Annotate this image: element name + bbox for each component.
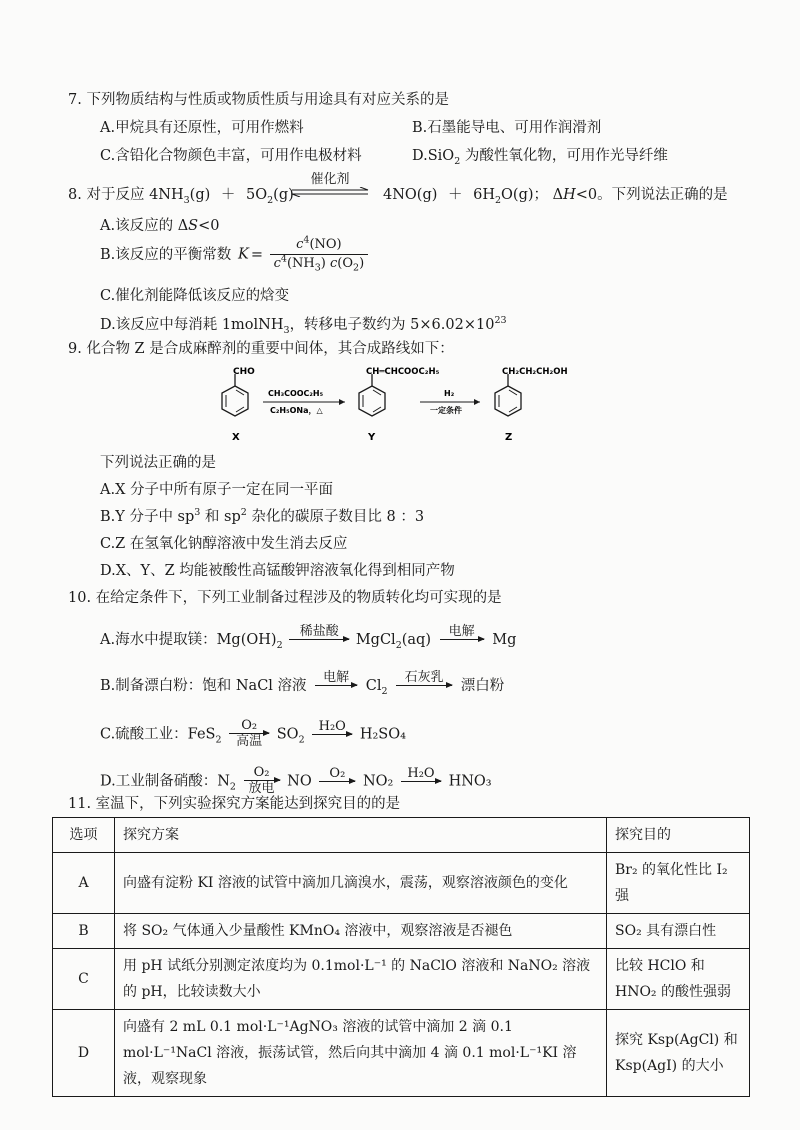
q7-option-a: A.甲烷具有还原性，可用作燃料 bbox=[100, 120, 304, 136]
q9-synthesis-scheme bbox=[200, 360, 620, 450]
q7-option-d: D.SiO$_2$ 为酸性氧化物，可用作光导纤维 bbox=[412, 148, 668, 167]
compound-y-structure bbox=[359, 367, 440, 443]
q8-option-c: C.催化剂能降低该反应的焓变 bbox=[100, 288, 290, 304]
table-row bbox=[53, 853, 750, 914]
q10-option-d: D.工业制备硝酸：$N_2$ O₂ 放电 NO O₂ NO₂ H₂O HNO₃ bbox=[100, 765, 492, 796]
q10-option-b: B.制备漂白粉：饱和 NaCl 溶液 电解 $Cl_2$ 石灰乳 漂白粉 bbox=[100, 670, 505, 697]
q9-option-d: D.X、Y、Z 均能被酸性高锰酸钾溶液氧化得到相同产物 bbox=[100, 563, 455, 579]
q9-option-a: A.X 分子中所有原子一定在同一平面 bbox=[100, 482, 334, 498]
q8-catalyst-arrow: 催化剂 bbox=[290, 172, 370, 197]
compound-x-substituent: CHO bbox=[233, 367, 255, 377]
q7-stem: 7. 下列物质结构与性质或物质性质与用途具有对应关系的是 bbox=[68, 92, 449, 108]
compound-z-structure bbox=[495, 367, 568, 443]
q7-option-c: C.含铅化合物颜色丰富，可用作电极材料 bbox=[100, 148, 362, 164]
q8-option-a: A.该反应的 ΔS<0 bbox=[100, 218, 220, 234]
row-option: C bbox=[53, 949, 115, 1010]
header-plan: 探究方案 bbox=[115, 818, 607, 853]
table-row bbox=[53, 949, 750, 1010]
compound-y-label: Y bbox=[368, 432, 376, 443]
reagent2-bottom: 一定条件 bbox=[430, 406, 462, 415]
compound-z-label: Z bbox=[505, 432, 513, 443]
row-goal: Br₂ 的氧化性比 I₂ 强 bbox=[607, 853, 750, 914]
row-option: A bbox=[53, 853, 115, 914]
q9-stem: 9. 化合物 Z 是合成麻醉剂的重要中间体，其合成路线如下： bbox=[68, 341, 454, 357]
reagent2-top: H₂ bbox=[444, 389, 455, 398]
row-plan: 向盛有淀粉 KI 溶液的试管中滴加几滴溴水，震荡，观察溶液颜色的变化 bbox=[115, 853, 607, 914]
q9-option-c: C.Z 在氢氧化钠醇溶液中发生消去反应 bbox=[100, 536, 348, 552]
row-plan: 向盛有 2 mL 0.1 mol·L⁻¹AgNO₃ 溶液的试管中滴加 2 滴 0.1 mol·L⁻¹NaCl 溶液，振荡试管，然后向其中滴加 4 滴 0.1 mol·L⁻¹KI 溶液，观察现象 bbox=[115, 1010, 607, 1097]
row-plan: 用 pH 试纸分别测定浓度均为 0.1mol·L⁻¹ 的 NaClO 溶液和 NaNO₂ 溶液的 pH，比较读数大小 bbox=[115, 949, 607, 1010]
row-goal: SO₂ 具有漂白性 bbox=[607, 914, 750, 949]
compound-y-substituent: CH═CHCOOC₂H₅ bbox=[366, 367, 440, 377]
compound-x-structure bbox=[222, 367, 255, 443]
q11-stem: 11. 室温下，下列实验探究方案能达到探究目的的是 bbox=[68, 796, 401, 812]
q8-stem: 8. 对于反应 $4NH_3(g) + 5O_2(g)$ bbox=[68, 187, 294, 206]
compound-x-label: X bbox=[232, 432, 240, 443]
q10-option-a: A.海水中提取镁：$Mg(OH)_2$ 稀盐酸 MgCl$_2$(aq) 电解 Mg bbox=[100, 624, 517, 651]
table-row bbox=[53, 914, 750, 949]
row-goal: 探究 Ksp(AgCl) 和 Ksp(AgI) 的大小 bbox=[607, 1010, 750, 1097]
q8-option-d: D.该反应中每消耗 1molNH$_3$，转移电子数约为 $5\times 6.02\times 10^{23}$ bbox=[100, 315, 507, 336]
header-option: 选项 bbox=[53, 818, 115, 853]
table-row bbox=[53, 1010, 750, 1097]
q8-option-b: B.该反应的平衡常数 bbox=[100, 247, 232, 263]
row-option: D bbox=[53, 1010, 115, 1097]
q10-stem: 10. 在给定条件下，下列工业制备过程涉及的物质转化均可实现的是 bbox=[68, 590, 502, 606]
reagent1-top: CH₃COOC₂H₅ bbox=[268, 389, 324, 398]
reagent1-bottom: C₂H₅ONa，△ bbox=[270, 406, 323, 415]
q7-option-b: B.石墨能导电、可用作润滑剂 bbox=[412, 120, 602, 136]
header-goal: 探究目的 bbox=[607, 818, 750, 853]
q8-equilibrium-expression: K = $\frac{c^4(NO)}{c^4(NH_3) c(O_2)}$ bbox=[238, 236, 368, 273]
q10-option-c: C.硫酸工业：FeS$_2$ O₂ 高温 $SO_2$ H₂O H₂SO₄ bbox=[100, 718, 406, 749]
row-option: B bbox=[53, 914, 115, 949]
table-header-row bbox=[53, 818, 750, 853]
row-plan: 将 SO₂ 气体通入少量酸性 KMnO₄ 溶液中，观察溶液是否褪色 bbox=[115, 914, 607, 949]
q9-question: 下列说法正确的是 bbox=[100, 455, 216, 471]
q8-stem-right: $4NO(g) + 6H_2O(g)$； ΔH<0。下列说法正确的是 bbox=[383, 187, 728, 206]
q9-option-b: B.Y 分子中 $sp^3$ 和 $sp^2$ 杂化的碳原子数目比 8 ：3 bbox=[100, 507, 425, 525]
row-goal: 比较 HClO 和 HNO₂ 的酸性强弱 bbox=[607, 949, 750, 1010]
q11-table bbox=[52, 817, 750, 1097]
compound-z-substituent: CH₂CH₂CH₂OH bbox=[502, 367, 568, 377]
